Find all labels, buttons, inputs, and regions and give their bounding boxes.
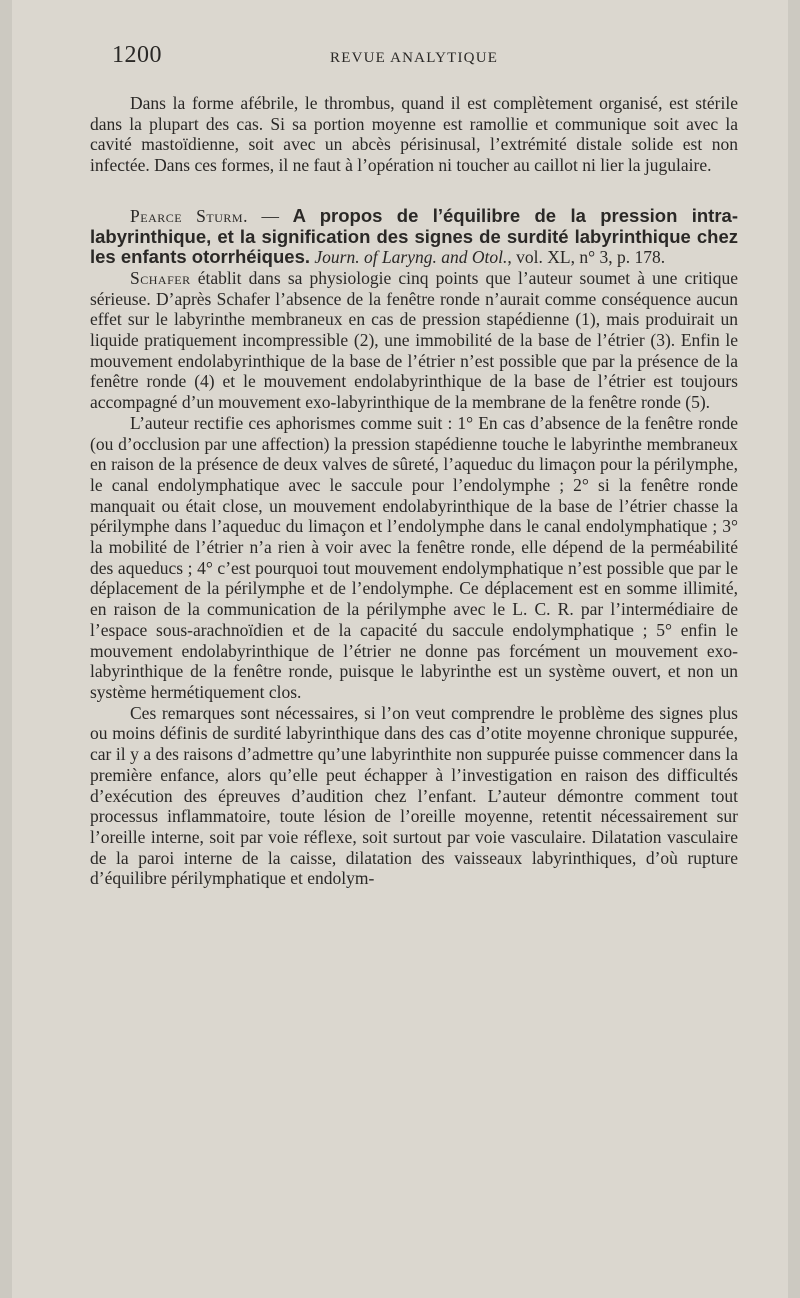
paragraph-1: Dans la forme afébrile, le thrombus, quand il est complètement organisé, est stérile dans la plupart des cas. Si sa portion moyenne est ramollie et communique soit avec la cavité mastoïdienne, soit avec un abcès périsinusal, l’extrémité distale solide est non infectée. Dans ces formes, il ne faut à l’opération ni toucher au caillot ni lier la jugulaire. — [90, 93, 738, 176]
cited-author-name: Schafer — [130, 267, 191, 288]
paragraph-4: Ces remarques sont nécessaires, si l’on veut comprendre le problème des signes plus ou moins définis de surdité labyrinthique dans des cas d’otite moyenne chronique suppurée, car il y a des raisons d’admettre qu’une labyrinthite non suppurée puisse commencer dans la première enfance, alors qu’elle peut échapper à l’investigation en raison des difficultés d’exécution des épreuves d’audition chez l’enfant. L’auteur démontre comment tout processus inflammatoire, toute lésion de l’oreille moyenne, retentit nécessairement sur l’oreille interne, soit par voie réflexe, soit surtout par voie vasculaire. Dilatation vasculaire de la paroi interne de la caisse, dilatation des vaisseaux labyrinthiques, d’où rupture d’équilibre périlymphatique et endolym- — [90, 702, 738, 889]
article-volume: , vol. XL, n° 3, p. 178. — [507, 247, 666, 268]
page — [12, 0, 788, 1298]
article-title: A propos de l’équilibre de la pression intra-labyrinthique, et la signification des signes de surdité labyrinthique chez les enfants otorrhéiques. — [90, 204, 738, 268]
article-dash: — — [247, 205, 293, 226]
paragraph-2-text: établit dans sa physiologie cinq points que l’auteur soumet à une critique sérieuse. D’après Schafer l’absence de la fenêtre ronde n’aurait comme conséquence aucun effet sur le labyrinthe membraneux en cas de pression stapédienne (1), mais produirait un liquide pratiquement incompressible (2), une immobilité de la base de l’étrier (3). Enfin le mouvement endolabyrinthique de la base de l’étrier n’est possible que par la présence de la fenêtre ronde (4) et le mouvement endolabyrinthique de la base de l’étrier est toujours accompagné d’un mouvement exo-labyrinthique de la membrane de la fenêtre ronde (5). — [90, 267, 738, 413]
article-heading — [90, 206, 738, 268]
paragraph-2 — [90, 268, 738, 413]
paragraph-3: L’auteur rectifie ces aphorismes comme suit : 1° En cas d’absence de la fenêtre ronde (ou d’occlusion par une affection) la pression stapédienne touche le labyrinthe membraneux en raison de la présence de deux valves de sûreté, l’aqueduc du limaçon pour la périlymphe, le canal endolymphatique avec le saccule pour l’endolymphe ; 2° si la fenêtre ronde manquait ou était close, un mouvement endolabyrinthique de la base de l’étrier chasse la périlymphe dans l’aqueduc du limaçon et l’endolymphe dans le canal endolymphatique ; 3° la mobilité de l’étrier n’a rien à voir avec la fenêtre ronde, elle dépend de la perméabilité des aqueducs ; 4° c’est pourquoi tout mouvement endolymphatique n’est possible que par le déplacement de la périlymphe et de l’endolymphe. Ce déplacement est en somme illimité, en raison de la communication de la périlymphe avec le L. C. R. par l’intermédiaire de l’espace sous-arachnoïdien et de la capacité du saccule endolymphatique ; 5° enfin le mouvement endolabyrinthique de l’étrier ne donne pas forcément un mouvement exo-labyrinthique de la fenêtre ronde, puisque le labyrinthe est un système ouvert, et non un système hermétiquement clos. — [90, 412, 738, 702]
article-journal: Journ. of Laryng. and Otol. — [310, 247, 508, 268]
article-author: Pearce Sturm. — [130, 205, 248, 226]
body-text — [90, 93, 738, 889]
page-header — [12, 42, 788, 82]
running-head: REVUE ANALYTIQUE — [330, 50, 499, 66]
page-number: 1200 — [112, 42, 162, 68]
